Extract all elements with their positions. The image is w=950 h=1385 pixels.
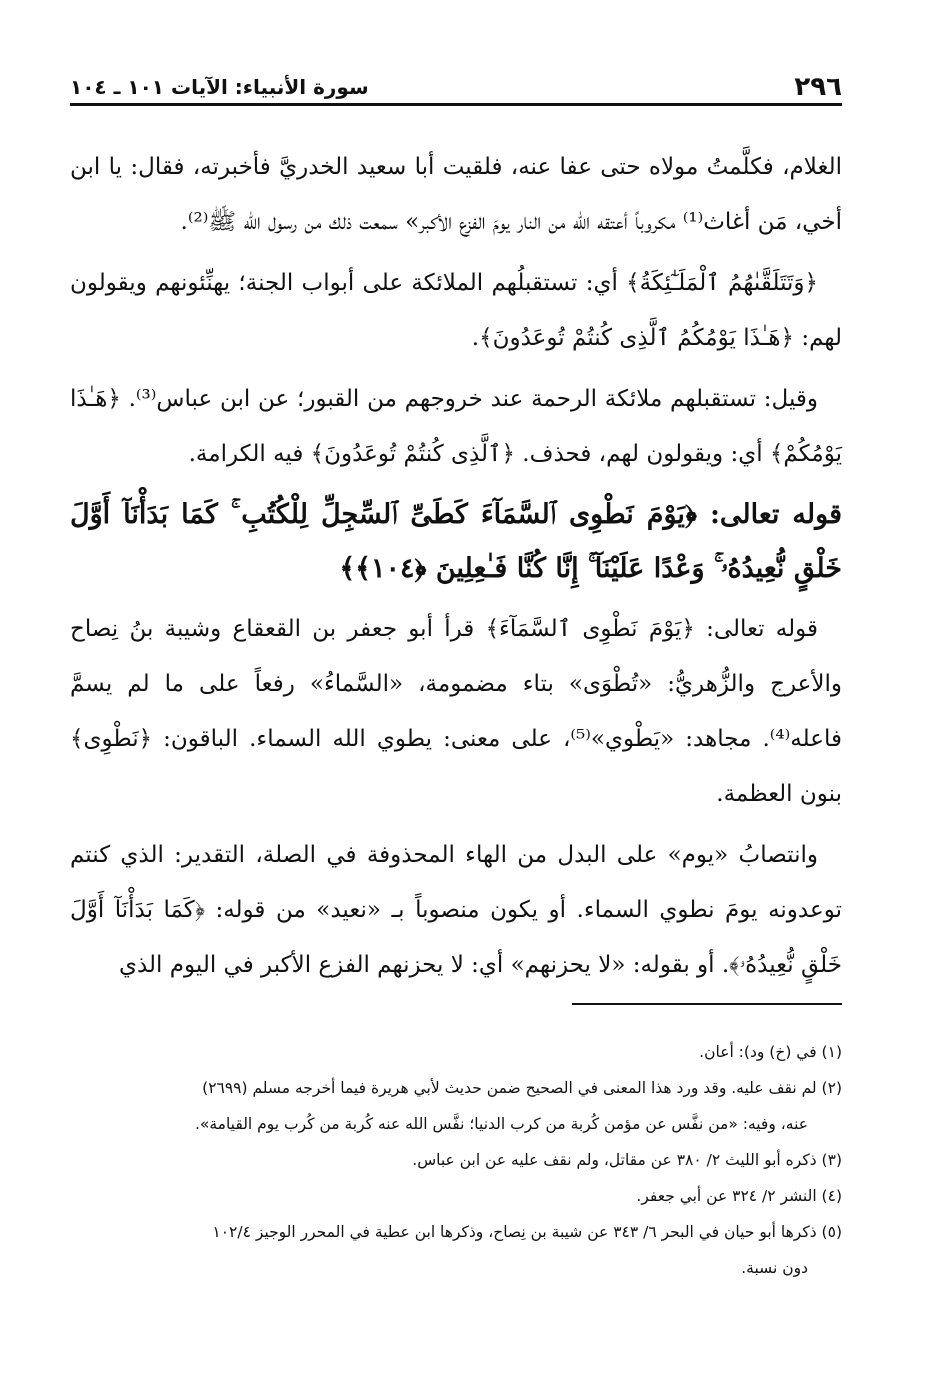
verse-104-text: ﴿يَوْمَ نَطْوِى ٱلسَّمَآءَ كَطَىِّ ٱلسِّجِلِّ لِلْكُتُبِ ۚ كَمَا بَدَأْنَآ أَوَّلَ خَلْقٍ نُّعِيدُهُۥ ۚ وَعْدًا عَلَيْنَآ ۚ إِنَّا كُنَّا فَـٰعِلِينَ ﴿١٠٤﴾﴾ (70, 499, 842, 584)
paragraph-angels-greeting: ﴿وَتَتَلَقَّىٰهُمُ ٱلْمَلَـٰٓئِكَةُ﴾ أي: تستقبلُهم الملائكة على أبواب الجنة؛ يهنِّئونهم ويقولون لهم: ﴿هَـٰذَا يَوْمُكُمُ ٱلَّذِى كُنتُمْ تُوعَدُونَ﴾. (70, 270, 842, 351)
footnote-5-continued: دون نسبة. (741, 1259, 808, 1277)
verse-intro: قوله تعالى: (709, 499, 842, 530)
header-divider (70, 103, 842, 106)
footnote-2: (٢) لم نقف عليه. وقد ورد هذا المعنى في الصحيح ضمن حديث لأبي هريرة فيما أخرجه مسلم (٢٦٩٩) (202, 1079, 842, 1097)
footnote-4: (٤) النشر ٢/ ٣٢٤ عن أبي جعفر. (636, 1187, 842, 1205)
footnote-2-continued: عنه، وفيه: «من نفَّس عن مؤمن كُربة من كرب الدنيا؛ نفَّس الله عنه كُربة من كُرب يوم القيامة». (194, 1115, 808, 1133)
paragraph-grammar: وانتصابُ «يوم» على البدل من الهاء المحذوفة في الصلة، التقدير: الذي كنتم توعدونه يومَ نطوي السماء. أو يكون منصوباً بـ «نعيد» من قوله: ﴿كَمَا بَدَأْنَآ أَوَّلَ خَلْقٍ نُّعِيدُهُۥ﴾. أو بقوله: «لا يحزنهم» أي: لا يحزنهم الفزع الأكبر في اليوم الذي (70, 842, 842, 978)
footnote-1: (١) في (خ) ود): أعان. (699, 1043, 842, 1061)
paragraph-angels-mercy: وقيل: تستقبلهم ملائكة الرحمة عند خروجهم من القبور؛ عن ابن عباس⁽³⁾. ﴿هَـٰذَا يَوْمُكُمْ﴾ أي: ويقولون لهم، فحذف. ﴿ٱلَّذِى كُنتُمْ تُوعَدُونَ﴾ فيه الكرامة. (70, 386, 842, 467)
page-number: ٢٩٦ (794, 72, 842, 102)
running-title: سورة الأنبياء: الآيات ١٠١ ـ ١٠٤ (70, 75, 369, 99)
paragraph-hadith-end: الغلام، فكلَّمتُ مولاه حتى عفا عنه، فلقيت أبا سعيد الخدريَّ فأخبرته، فقال: يا ابن أخي، مَن أغاث⁽¹⁾ مكروباً أعتقه الله من النار يومَ الفزع الأكبر» سمعت ذلك من رسول الله ﷺ⁽²⁾. (70, 154, 842, 235)
footnotes (70, 1034, 842, 1286)
footnote-divider (572, 1003, 842, 1005)
page-header (70, 66, 842, 102)
quran-verse-block (70, 488, 842, 596)
footnote-3: (٣) ذكره أبو الليث ٢/ ٣٨٠ عن مقاتل، ولم نقف عليه عن ابن عباس. (412, 1151, 842, 1169)
paragraph-qiraat: قوله تعالى: ﴿يَوْمَ نَطْوِى ٱلسَّمَآءَ﴾ قرأ أبو جعفر بن القعقاع وشيبة بنُ نِصاح والأعرج والزُّهريُّ: «تُطْوَى» بتاء مضمومة، «السَّماءُ» رفعاً على ما لم يسمَّ فاعله⁽⁴⁾. مجاهد: «يَطْوي»⁽⁵⁾، على معنى: يطوي الله السماء. الباقون: ﴿نَطْوِى﴾ بنون العظمة. (70, 616, 842, 807)
main-text (70, 140, 842, 999)
footnote-5: (٥) ذكرها أبو حيان في البحر ٦/ ٣٤٣ عن شيبة بن نِصاح، وذكرها ابن عطية في المحرر الوجيز ١٠٢/٤ (212, 1223, 842, 1241)
